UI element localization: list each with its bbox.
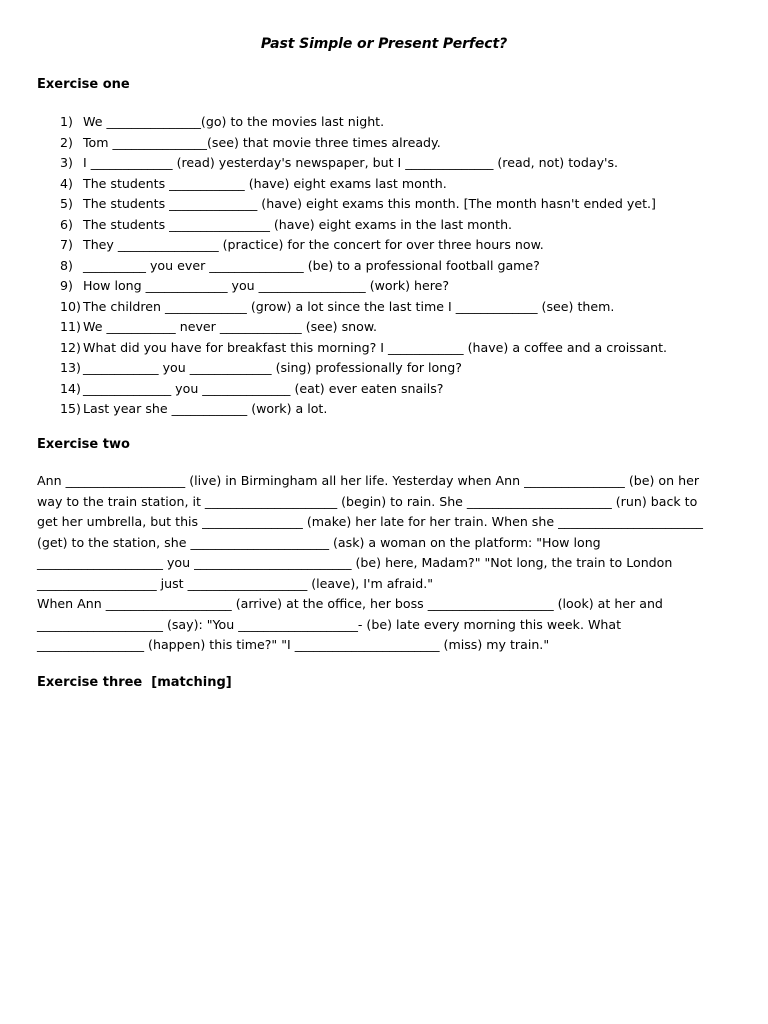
exercise-three-heading: Exercise three [matching] — [37, 675, 232, 690]
exercise-two-paragraph — [37, 471, 737, 656]
exercise-two-heading: Exercise two — [37, 437, 130, 452]
list-item — [60, 256, 667, 277]
paragraph-line: ___________________ just ___________________ (leave), I'm afraid." — [37, 575, 434, 591]
item-number: 15) — [60, 401, 81, 416]
list-item — [60, 133, 667, 154]
item-text: The students ____________ (have) eight exams last month. — [83, 175, 447, 191]
list-item — [60, 276, 667, 297]
paragraph-line: get her umbrella, but this ________________ (make) her late for her train. When she _______________________ — [37, 514, 703, 529]
page-title: Past Simple or Present Perfect? — [260, 36, 508, 52]
list-item — [60, 153, 667, 174]
list-item — [60, 235, 667, 256]
list-item — [60, 338, 667, 359]
item-number: 11) — [60, 319, 81, 334]
item-number: 8) — [60, 257, 73, 273]
list-item — [60, 112, 667, 133]
item-text: __________ you ever _______________ (be) to a professional football game? — [83, 257, 540, 273]
list-item — [60, 379, 667, 400]
list-item — [60, 317, 667, 338]
item-number: 9) — [60, 278, 73, 293]
item-number: 14) — [60, 380, 81, 396]
item-number: 4) — [60, 175, 73, 191]
paragraph-line: When Ann ____________________ (arrive) at the office, her boss ____________________ (look) at her and — [37, 596, 663, 611]
item-text: ______________ you ______________ (eat) ever eaten snails? — [83, 380, 444, 396]
item-text: The students ______________ (have) eight exams this month. [The month hasn't ended yet.] — [83, 196, 656, 211]
item-text: Last year she ____________ (work) a lot. — [83, 401, 328, 416]
item-number: 5) — [60, 196, 73, 211]
item-text: Tom _______________(see) that movie three times already. — [83, 134, 441, 150]
list-item — [60, 215, 667, 236]
list-item — [60, 399, 667, 420]
paragraph-line: ____________________ (say): "You ___________________- (be) late every morning this week. What — [37, 616, 622, 632]
item-number: 7) — [60, 237, 73, 252]
item-number: 1) — [60, 114, 73, 129]
item-number: 13) — [60, 360, 81, 375]
item-number: 2) — [60, 134, 73, 150]
item-text: I _____________ (read) yesterday's newspaper, but I ______________ (read, not) today's. — [83, 155, 619, 170]
list-item — [60, 297, 667, 318]
item-number: 6) — [60, 216, 73, 232]
item-text: What did you have for breakfast this morning? I ____________ (have) a coffee and a croissant. — [83, 339, 668, 355]
exercise-one-list — [60, 112, 667, 420]
paragraph-line: Ann ___________________ (live) in Birmingham all her life. Yesterday when Ann ________________ (be) on her — [37, 473, 700, 488]
item-number: 12) — [60, 339, 81, 355]
list-item — [60, 174, 667, 195]
item-text: They ________________ (practice) for the concert for over three hours now. — [83, 237, 544, 252]
list-item — [60, 358, 667, 379]
exercise-one-heading: Exercise one — [37, 77, 130, 92]
item-text: The students ________________ (have) eight exams in the last month. — [83, 216, 513, 232]
item-text: The children _____________ (grow) a lot since the last time I _____________ (see) them. — [83, 298, 615, 314]
item-text: How long _____________ you _________________ (work) here? — [83, 278, 450, 293]
list-item — [60, 194, 667, 215]
paragraph-line: ____________________ you _________________________ (be) here, Madam?" "Not long, the train to London — [37, 555, 673, 570]
item-number: 10) — [60, 298, 81, 314]
paragraph-line: _________________ (happen) this time?" "I _______________________ (miss) my train." — [37, 637, 550, 652]
item-text: ____________ you _____________ (sing) professionally for long? — [83, 360, 462, 375]
item-number: 3) — [60, 155, 73, 170]
item-text: We ___________ never _____________ (see) snow. — [83, 319, 377, 334]
paragraph-line: way to the train station, it _____________________ (begin) to rain. She _______________________ (run) back to — [37, 493, 698, 509]
item-text: We _______________(go) to the movies last night. — [83, 114, 385, 129]
paragraph-line: (get) to the station, she ______________________ (ask) a woman on the platform: "How long — [37, 534, 601, 550]
